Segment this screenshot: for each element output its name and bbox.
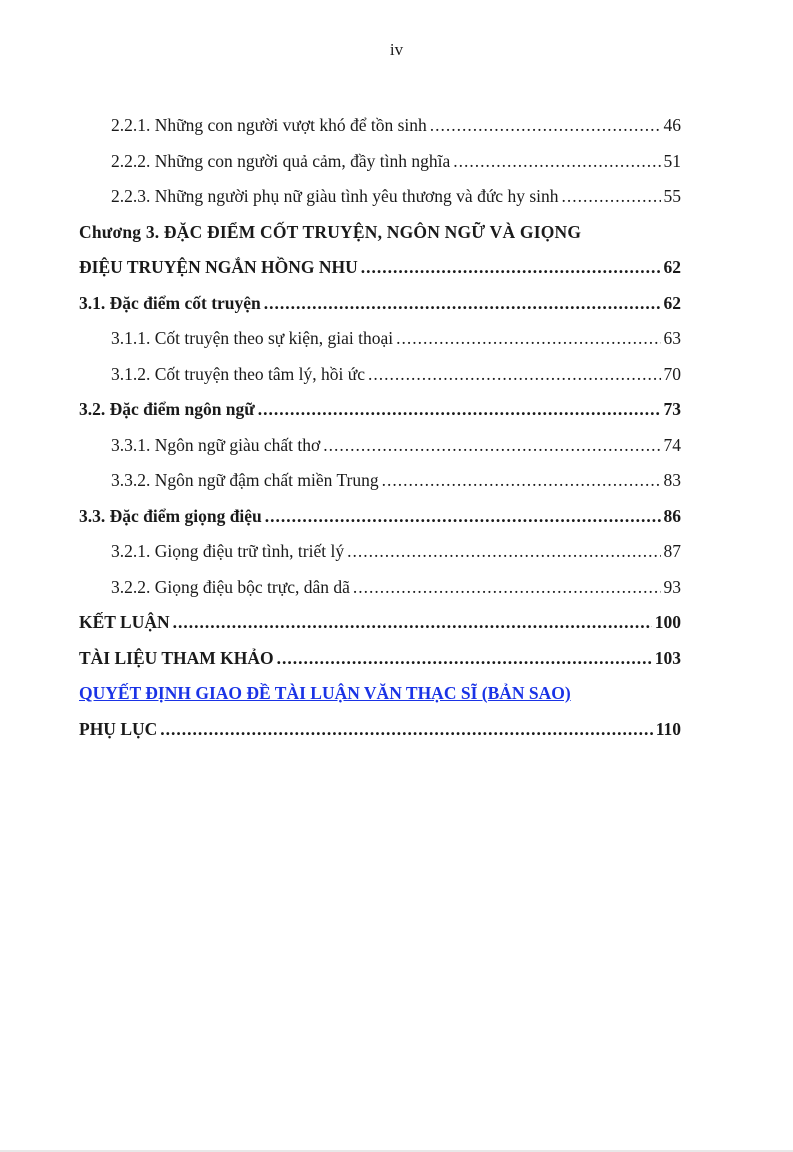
toc-entry-title: 3.3.1. Ngôn ngữ giàu chất thơ — [111, 434, 321, 455]
toc-entry-ket-luan[interactable] — [79, 605, 681, 641]
dot-leader — [347, 534, 660, 570]
toc-entry-page: 62 — [663, 292, 681, 313]
toc-entry-3-3[interactable] — [79, 499, 681, 535]
toc-entry-page: 51 — [663, 150, 681, 171]
toc-chapter-3-heading-cont[interactable] — [79, 250, 681, 286]
dot-leader — [562, 179, 661, 215]
dot-leader — [382, 463, 661, 499]
dot-leader — [258, 392, 661, 428]
toc-entry-title: TÀI LIỆU THAM KHẢO — [79, 647, 274, 668]
toc-entry-page: 63 — [663, 328, 681, 348]
toc-entry-page: 46 — [663, 115, 681, 135]
toc-entry-3-2-2[interactable] — [79, 570, 681, 606]
toc-entry-title: Chương 3. ĐẶC ĐIỂM CỐT TRUYỆN, NGÔN NGỮ VÀ GIỌNG — [79, 221, 582, 242]
toc-entry-page: 55 — [663, 186, 681, 206]
toc-entry-3-1-2[interactable] — [79, 357, 681, 393]
toc-entry-page: 100 — [654, 612, 681, 632]
dot-leader — [173, 605, 652, 641]
toc-entry-page: 73 — [663, 399, 681, 419]
toc-entry-page: 87 — [663, 541, 681, 561]
toc-entry-page: 70 — [663, 363, 681, 384]
dot-leader — [264, 286, 661, 322]
dot-leader — [453, 144, 660, 180]
toc-entry-page: 86 — [663, 505, 681, 526]
toc-entry-page: 83 — [663, 470, 681, 490]
table-of-contents — [79, 108, 681, 747]
toc-entry-3-1-1[interactable] — [79, 321, 681, 357]
toc-entry-title: 3.1.2. Cốt truyện theo tâm lý, hồi ức — [111, 363, 365, 384]
toc-entry-page: 74 — [663, 434, 681, 455]
toc-entry-title: 3.1. Đặc điểm cốt truyện — [79, 292, 261, 313]
toc-entry-quyet-dinh-link-row — [79, 676, 681, 712]
toc-entry-2-2-1[interactable] — [79, 108, 681, 144]
dot-leader — [277, 641, 652, 677]
toc-entry-3-2[interactable] — [79, 392, 681, 428]
dot-leader — [430, 108, 661, 144]
toc-entry-title: 2.2.3. Những người phụ nữ giàu tình yêu thương và đức hy sinh — [111, 186, 559, 206]
toc-entry-3-3-1[interactable] — [79, 428, 681, 464]
toc-entry-tai-lieu-tham-khao[interactable] — [79, 641, 681, 677]
toc-entry-title: 3.2.1. Giọng điệu trữ tình, triết lý — [111, 541, 345, 561]
toc-entry-title: 3.3.2. Ngôn ngữ đậm chất miền Trung — [111, 470, 379, 490]
toc-entry-title: 2.2.2. Những con người quả cảm, đầy tình nghĩa — [111, 150, 451, 171]
dot-leader — [323, 428, 660, 464]
toc-entry-title: 3.2.2. Giọng điệu bộc trực, dân dã — [111, 576, 350, 597]
toc-entry-3-2-1[interactable] — [79, 534, 681, 570]
dot-leader — [265, 499, 661, 535]
dot-leader — [353, 570, 661, 606]
toc-entry-page: 103 — [654, 647, 681, 668]
toc-entry-2-2-2[interactable] — [79, 144, 681, 180]
dot-leader — [368, 357, 661, 393]
toc-entry-title: KẾT LUẬN — [79, 612, 170, 632]
toc-entry-title: ĐIỆU TRUYỆN NGẮN HỒNG NHU — [79, 257, 358, 277]
toc-entry-title: 3.2. Đặc điểm ngôn ngữ — [79, 399, 255, 419]
toc-entry-3-1[interactable] — [79, 286, 681, 322]
toc-entry-title: 2.2.1. Những con người vượt khó để tồn sinh — [111, 115, 427, 135]
toc-entry-title: 3.1.1. Cốt truyện theo sự kiện, giai thoại — [111, 328, 394, 348]
dot-leader — [160, 712, 652, 748]
toc-chapter-3-heading[interactable] — [79, 215, 681, 251]
toc-entry-2-2-3[interactable] — [79, 179, 681, 215]
dot-leader — [361, 250, 661, 286]
toc-entry-phu-luc[interactable] — [79, 712, 681, 748]
toc-entry-page: 93 — [663, 576, 681, 597]
toc-entry-title: 3.3. Đặc điểm giọng điệu — [79, 505, 262, 526]
toc-entry-title: PHỤ LỤC — [79, 718, 158, 739]
page-number: iv — [389, 40, 404, 59]
quyet-dinh-link[interactable]: QUYẾT ĐỊNH GIAO ĐỀ TÀI LUẬN VĂN THẠC SĨ (BẢN SAO) — [79, 683, 571, 703]
toc-entry-3-3-2[interactable] — [79, 463, 681, 499]
toc-entry-page: 62 — [663, 257, 681, 277]
dot-leader — [396, 321, 660, 357]
toc-entry-page: 110 — [655, 718, 681, 739]
